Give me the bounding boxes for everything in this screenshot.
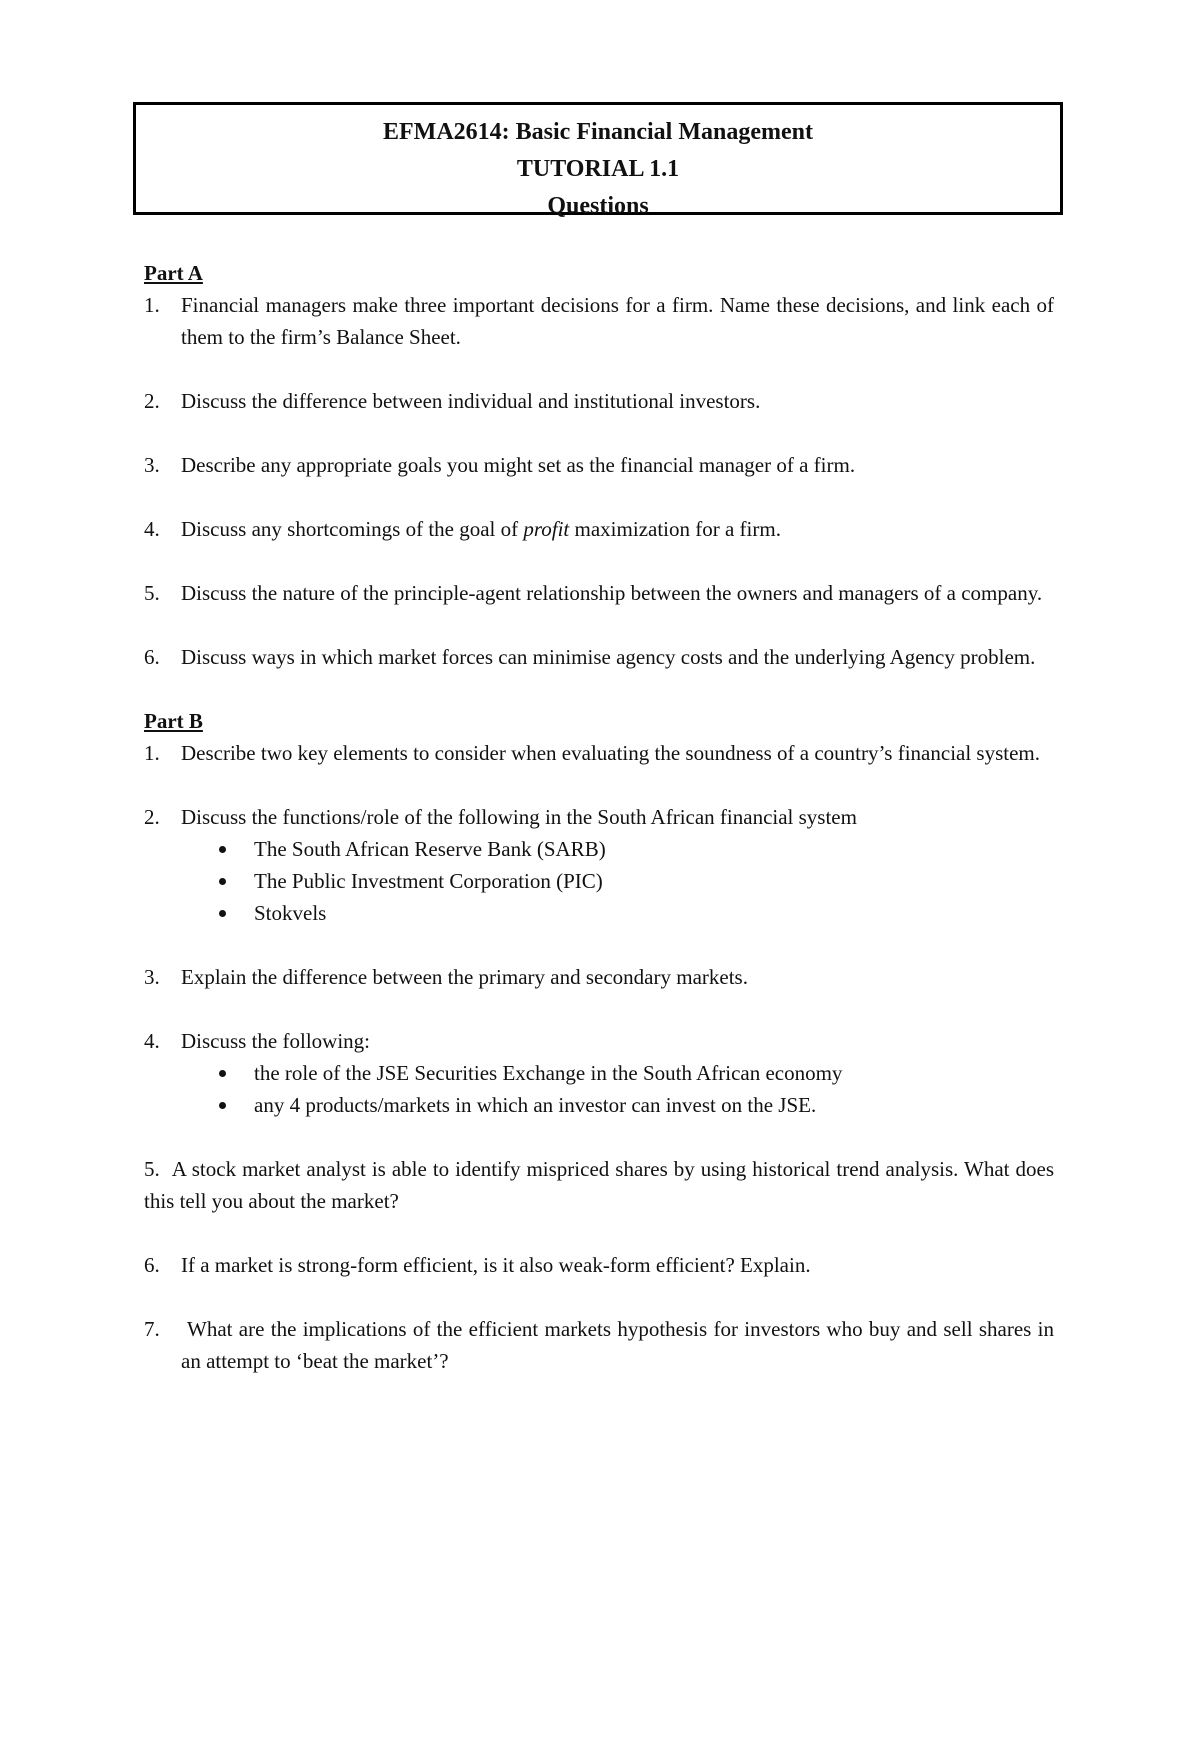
question-text: Financial managers make three important decisions for a firm. Name these decisions, and link each of them to the firm’s Balance Sheet. <box>181 293 1054 349</box>
part-a-question-6 <box>144 641 1054 673</box>
part-b-question-1 <box>144 737 1054 769</box>
part-a-question-1 <box>144 289 1054 353</box>
question-text: What are the implications of the efficient markets hypothesis for investors who buy and sell shares in an attempt to ‘beat the market’? <box>181 1317 1054 1373</box>
part-a-question-4 <box>144 513 1054 545</box>
title-box <box>133 102 1063 219</box>
bullet-icon <box>219 1102 226 1109</box>
bullet-icon <box>219 910 226 917</box>
bullet-item <box>254 1089 1054 1121</box>
bullet-item <box>254 865 1054 897</box>
question-number: 6. <box>144 645 160 669</box>
document-subtitle: Questions <box>547 193 649 219</box>
question-number: 1. <box>144 293 160 317</box>
question-text: Discuss the difference between individual and institutional investors. <box>181 389 761 413</box>
question-text-start: Discuss any shortcomings of the goal of <box>181 517 524 541</box>
part-b-question-5 <box>144 1153 1054 1217</box>
bullet-text: Stokvels <box>254 901 327 925</box>
document-body <box>144 257 1054 1409</box>
question-text: A stock market analyst is able to identify mispriced shares by using historical trend analysis. What does this tell you about the market? <box>144 1157 1055 1213</box>
tutorial-number: TUTORIAL 1.1 <box>516 156 680 182</box>
part-b-question-2 <box>144 801 1054 929</box>
question-text-emphasis: profit <box>523 517 570 541</box>
bullet-icon <box>219 846 226 853</box>
part-b-heading: Part B <box>144 709 203 733</box>
bullet-text: The South African Reserve Bank (SARB) <box>254 837 606 861</box>
question-number: 4. <box>144 1029 160 1053</box>
question-text: Discuss the nature of the principle-agent relationship between the owners and managers of a company. <box>181 581 1043 605</box>
bullet-list <box>181 1057 1054 1121</box>
part-b-question-3 <box>144 961 1054 993</box>
part-a-question-2 <box>144 385 1054 417</box>
part-b-question-7 <box>144 1313 1054 1377</box>
bullet-icon <box>219 878 226 885</box>
question-text: If a market is strong-form efficient, is it also weak-form efficient? Explain. <box>181 1253 811 1277</box>
question-text: Describe any appropriate goals you might set as the financial manager of a firm. <box>181 453 856 477</box>
question-number: 3. <box>144 453 160 477</box>
question-number: 4. <box>144 517 160 541</box>
bullet-list <box>181 833 1054 929</box>
bullet-text: any 4 products/markets in which an investor can invest on the JSE. <box>254 1093 817 1117</box>
part-b-question-4 <box>144 1025 1054 1121</box>
question-number: 3. <box>144 965 160 989</box>
question-number: 5. <box>144 1157 160 1181</box>
question-number: 2. <box>144 805 160 829</box>
course-title: EFMA2614: Basic Financial Management <box>383 119 813 145</box>
question-text: Discuss the functions/role of the following in the South African financial system <box>181 805 857 829</box>
bullet-text: The Public Investment Corporation (PIC) <box>254 869 603 893</box>
bullet-item <box>254 897 1054 929</box>
question-number: 7. <box>144 1317 160 1341</box>
question-text: Describe two key elements to consider when evaluating the soundness of a country’s financial system. <box>181 741 1041 765</box>
bullet-icon <box>219 1070 226 1077</box>
bullet-item <box>254 833 1054 865</box>
question-number: 5. <box>144 581 160 605</box>
question-text: Discuss the following: <box>181 1029 370 1053</box>
question-text-end: maximization for a firm. <box>569 517 781 541</box>
part-a-question-3 <box>144 449 1054 481</box>
bullet-text: the role of the JSE Securities Exchange in the South African economy <box>254 1061 843 1085</box>
question-text: Explain the difference between the primary and secondary markets. <box>181 965 748 989</box>
part-b-question-6 <box>144 1249 1054 1281</box>
bullet-item <box>254 1057 1054 1089</box>
question-text: Discuss ways in which market forces can minimise agency costs and the underlying Agency problem. <box>181 645 1036 669</box>
part-a-question-5 <box>144 577 1054 609</box>
question-number: 2. <box>144 389 160 413</box>
question-number: 1. <box>144 741 160 765</box>
part-a-heading: Part A <box>144 261 203 285</box>
question-number: 6. <box>144 1253 160 1277</box>
